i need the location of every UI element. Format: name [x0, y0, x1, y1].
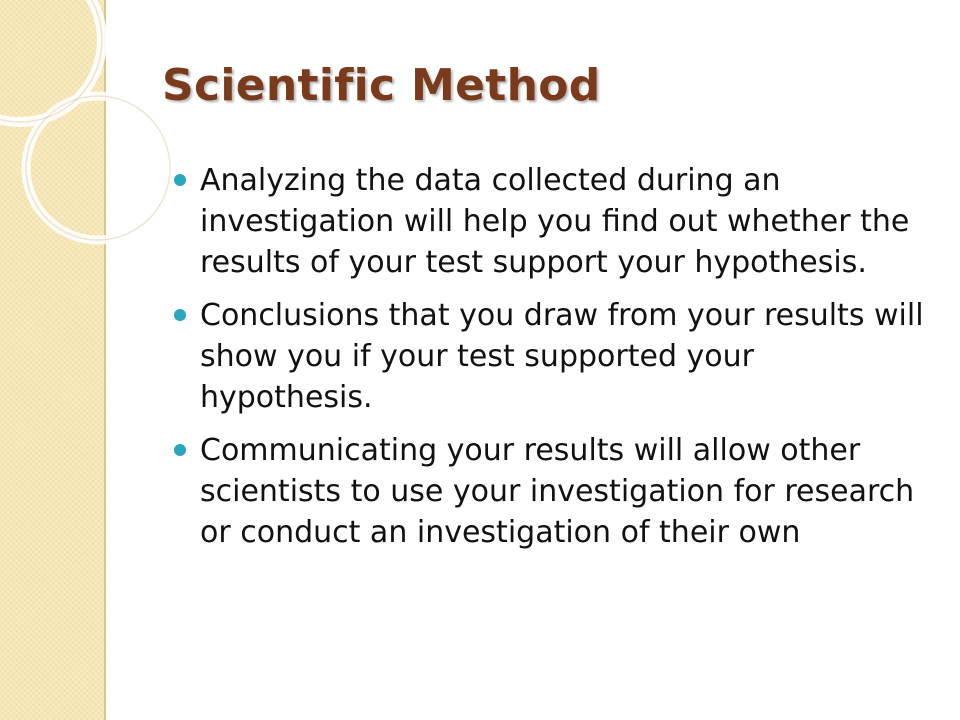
bullet-list	[172, 160, 932, 565]
bullet-marker-icon	[174, 309, 186, 321]
decorative-circles-graphic	[0, 0, 200, 260]
bullet-marker-icon	[174, 444, 186, 456]
bullet-text: Communicating your results will allow other scientists to use your investigation for research or conduct an investigation of their own	[200, 433, 915, 550]
bullet-text: Conclusions that you draw from your results will show you if your test supported your hypothesis.	[200, 298, 924, 415]
bullet-item	[172, 430, 932, 553]
bullet-item	[172, 295, 932, 418]
bullet-item	[172, 160, 932, 283]
bullet-text: Analyzing the data collected during an investigation will help you find out whether the results of your test support your hypothesis.	[200, 163, 910, 280]
decorative-circle-large	[0, 0, 102, 122]
slide-title: Scientific Method	[162, 60, 601, 111]
bullet-marker-icon	[174, 174, 186, 186]
